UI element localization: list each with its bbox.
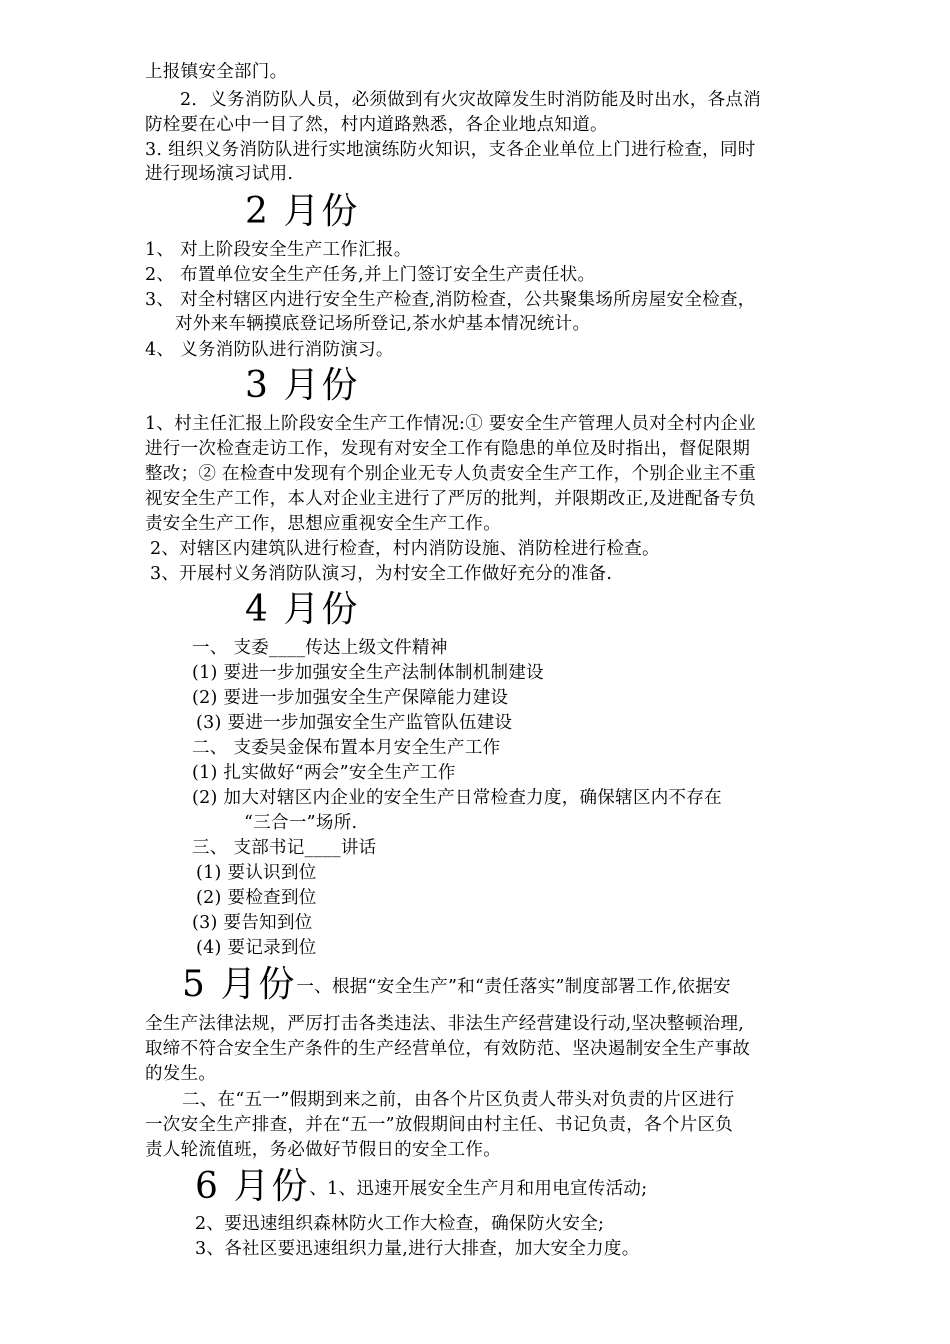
feb-line-1: 1、 对上阶段安全生产工作汇报。: [145, 240, 412, 260]
may-line-3: 取缔不符合安全生产条件的生产经营单位，有效防范、坚决遏制安全生产事故: [145, 1039, 751, 1059]
apr-line-5: 二、 支委吴金保布置本月安全生产工作: [192, 738, 501, 758]
jun-line-2: 2、要迅速组织森林防火工作大检查，确保防火安全;: [195, 1214, 605, 1234]
apr-line-4: (3) 要进一步加强安全生产监管队伍建设: [196, 713, 513, 733]
feb-line-3: 3、 对全村辖区内进行安全生产检查,消防检查，公共聚集场所房屋安全检查，: [145, 290, 756, 310]
apr-line-7: (2) 加大对辖区内企业的安全生产日常检查力度，确保辖区内不存在: [192, 788, 722, 808]
jun-line-1: [195, 1166, 648, 1207]
mar-line-7: 3、开展村义务消防队演习，为村安全工作做好充分的准备.: [150, 564, 613, 584]
section-heading-apr: 4 月份: [245, 589, 360, 630]
intro-line-4: 3. 组织义务消防队进行实地演练防火知识，支各企业单位上门进行检查，同时: [145, 140, 756, 160]
feb-line-5: 4、 义务消防队进行消防演习。: [145, 340, 394, 360]
apr-line-2: (1) 要进一步加强安全生产法制体制机制建设: [192, 663, 544, 683]
section-heading-mar: 3 月份: [245, 365, 360, 406]
apr-line-8: “三合一”场所.: [244, 813, 358, 833]
apr-line-12: (3) 要告知到位: [192, 913, 313, 933]
may-line-1: [182, 964, 731, 1005]
may-line-6: 一次安全生产排查，并在“五一”放假期间由村主任、书记负责，各个片区负: [145, 1115, 734, 1135]
apr-line-6: (1) 扎实做好“两会”安全生产工作: [192, 763, 456, 783]
intro-line-5: 进行现场演习试用.: [145, 164, 294, 184]
intro-line-2: 2．义务消防队人员，必须做到有火灾故障发生时消防能及时出水，各点消: [180, 90, 762, 110]
may-line-4: 的发生。: [145, 1064, 217, 1084]
apr-line-10: (1) 要认识到位: [196, 863, 317, 883]
mar-line-2: 进行一次检查走访工作，发现有对安全工作有隐患的单位及时指出，督促限期: [145, 439, 751, 459]
section-heading-jun: 6 月份: [195, 1166, 310, 1207]
may-line-5: 二、在“五一”假期到来之前，由各个片区负责人带头对负责的片区进行: [182, 1090, 735, 1110]
section-heading-feb: 2 月份: [245, 191, 360, 232]
apr-line-13: (4) 要记录到位: [196, 938, 317, 958]
mar-line-3: 整改；② 在检查中发现有个别企业无专人负责安全生产工作，个别企业主不重: [145, 464, 757, 484]
may-line-2: 全生产法律法规，严厉打击各类违法、非法生产经营建设行动,坚决整顿治理,: [145, 1014, 745, 1034]
apr-line-9: 三、 支部书记____讲话: [192, 838, 377, 858]
mar-line-1: 1、村主任汇报上阶段安全生产工作情况:① 要安全生产管理人员对全村内企业: [145, 414, 756, 434]
apr-line-11: (2) 要检查到位: [196, 888, 317, 908]
feb-line-4: 对外来车辆摸底登记场所登记,茶水炉基本情况统计。: [175, 314, 591, 334]
section-heading-may: 5 月份: [182, 964, 297, 1005]
may-line-1-text: 一、根据“安全生产”和“责任落实”制度部署工作,依据安: [296, 977, 731, 997]
may-line-7: 责人轮流值班，务必做好节假日的安全工作。: [145, 1140, 501, 1160]
apr-line-1: 一、 支委____传达上级文件精神: [192, 638, 448, 658]
mar-line-5: 责安全生产工作，思想应重视安全生产工作。: [145, 514, 501, 534]
intro-line-1: 上报镇安全部门。: [145, 62, 288, 82]
mar-line-6: 2、对辖区内建筑队进行检查，村内消防设施、消防栓进行检查。: [150, 539, 660, 559]
mar-line-4: 视安全生产工作，本人对企业主进行了严厉的批判，并限期改正,及进配备专负: [145, 489, 757, 509]
jun-line-1-text: 、1、迅速开展安全生产月和用电宣传活动;: [309, 1179, 648, 1199]
feb-line-2: 2、 布置单位安全生产任务,并上门签订安全生产责任状。: [145, 265, 596, 285]
intro-line-3: 防栓要在心中一目了然，村内道路熟悉，各企业地点知道。: [145, 115, 608, 135]
jun-line-3: 3、各社区要迅速组织力量,进行大排查，加大安全力度。: [195, 1239, 640, 1259]
apr-line-3: (2) 要进一步加强安全生产保障能力建设: [192, 688, 509, 708]
